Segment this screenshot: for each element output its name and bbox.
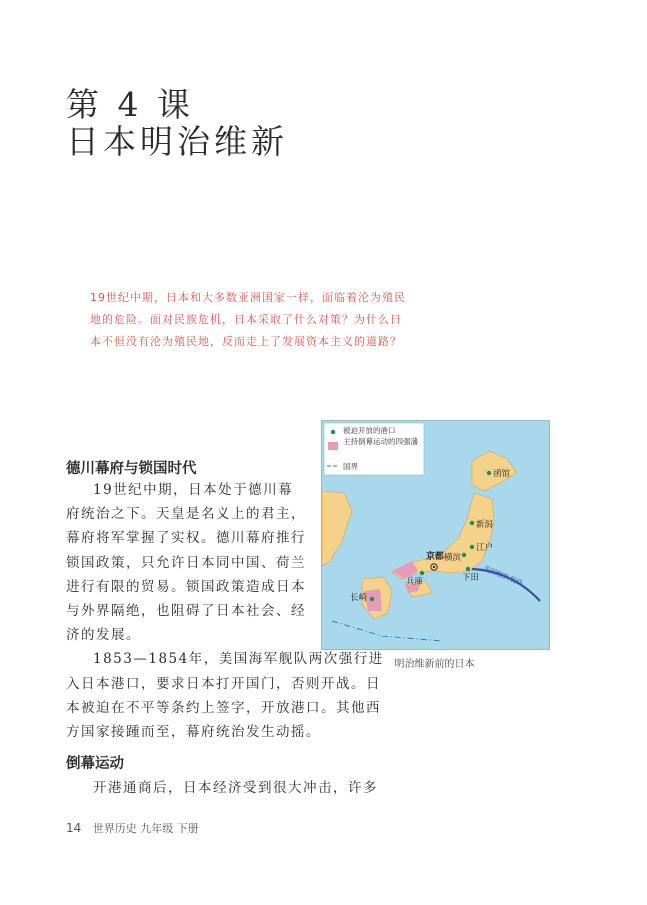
legend-port-label: 被迫开放的港口 — [343, 426, 396, 435]
port-dot — [370, 597, 374, 601]
legend-port-dot — [331, 430, 335, 434]
city-label: 横滨 — [444, 553, 462, 563]
body-paragraph: 1853—1854年，美国海军舰队两次强行进入日本港口，要求日本打开国门，否则开战。日本被迫在不平等条约上签字，开放港口。其他西方国家接踵而至，幕府统治发生动摇。 — [66, 651, 384, 741]
city-label: 江户 — [476, 543, 494, 553]
city-label: 京都 — [426, 552, 445, 562]
japan-map — [321, 420, 550, 650]
lesson-title: 日本明治维新 — [66, 122, 288, 161]
intro-text — [90, 287, 412, 353]
port-dot — [470, 545, 474, 549]
section-heading: 德川幕府与锁国时代 — [66, 461, 197, 477]
map-caption: 明治维新前的日本 — [394, 659, 475, 670]
legend-domain-label: 主持倒幕运动的四强藩 — [343, 437, 418, 446]
lesson-number: 第 4 课 — [66, 85, 194, 124]
city-label: 长崎 — [350, 593, 368, 603]
city-label: 下田 — [462, 573, 480, 583]
port-dot — [470, 521, 474, 525]
mainland-shape — [322, 491, 352, 566]
page-footer — [66, 820, 199, 836]
border-line — [332, 621, 442, 641]
section-body — [66, 776, 388, 800]
body-paragraph: 19世纪中期，日本处于德川幕府统治之下。天皇是名义上的君主，幕府将军掌握了实权。德川幕府推行锁国政策，只允许日本同中国、荷兰进行有限的贸易。锁国政策造成日本与外界隔绝，也阻碍了日本社会、经济的发展。 — [66, 482, 306, 644]
fleet-route-label: 美国舰队航线 — [482, 564, 524, 588]
city-label: 新潟 — [476, 520, 494, 530]
section-heading: 倒幕运动 — [66, 756, 124, 772]
japan-map-svg — [322, 421, 549, 649]
legend-border-label: 国界 — [343, 462, 358, 471]
intro-paragraph: 19世纪中期，日本和大多数亚洲国家一样，面临着沦为殖民地的危险。面对民族危机，日本采取了什么对策？为什么日本不但没有沦为殖民地，反而走上了发展资本主义的道路？ — [90, 291, 406, 348]
city-label: 函馆 — [493, 469, 511, 479]
legend-domain-swatch — [328, 442, 338, 450]
port-dot — [462, 553, 466, 557]
capital-marker-dot — [433, 566, 435, 568]
port-dot — [487, 471, 491, 475]
page-number: 14 — [66, 821, 82, 835]
body-paragraph: 开港通商后，日本经济受到很大冲击，许多 — [93, 780, 378, 796]
city-label: 兵庫 — [406, 577, 424, 587]
book-title: 世界历史 九年级 下册 — [92, 822, 199, 835]
